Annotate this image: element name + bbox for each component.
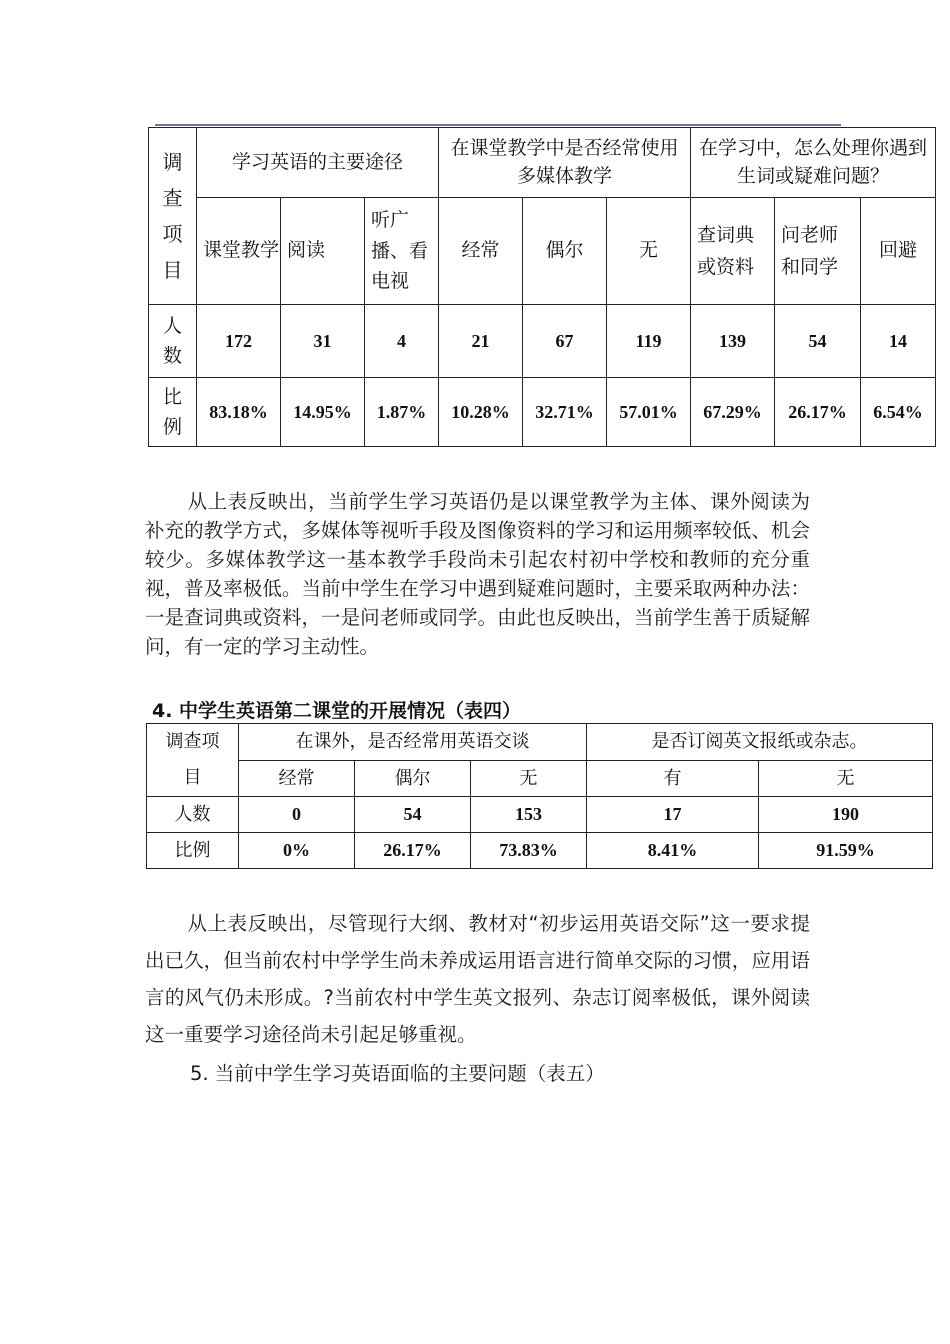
table-cell: 8.41% <box>587 833 759 869</box>
column-header: 听广播、看电视 <box>365 198 439 305</box>
group-header: 在学习中，怎么处理你遇到生词或疑难问题？ <box>691 128 936 198</box>
group-header: 学习英语的主要途径 <box>197 128 439 198</box>
row-header-item: 调查项目 <box>149 128 197 305</box>
table-cell: 172 <box>197 305 281 378</box>
table-cell: 54 <box>355 797 471 833</box>
table-cell: 14.95% <box>281 378 365 447</box>
survey-table-4 <box>146 723 933 869</box>
column-header: 课堂教学 <box>197 198 281 305</box>
table-cell: 91.59% <box>759 833 933 869</box>
table-cell: 32.71% <box>523 378 607 447</box>
column-header: 查词典或资料 <box>691 198 775 305</box>
row-header-ratio: 比例 <box>147 833 239 869</box>
table-cell: 67 <box>523 305 607 378</box>
table-cell: 1.87% <box>365 378 439 447</box>
row-header-item: 调查项目 <box>147 724 239 797</box>
group-header: 在课外，是否经常用英语交谈 <box>239 724 587 761</box>
row-header-count: 人数 <box>149 305 197 378</box>
table-cell: 54 <box>775 305 861 378</box>
table-cell: 26.17% <box>775 378 861 447</box>
column-header: 无 <box>471 761 587 797</box>
paragraph-text: 从上表反映出，当前学生学习英语仍是以课堂教学为主体、课外阅读为补充的教学方式，多媒体等视听手段及图像资料的学习和运用频率较低、机会较少。多媒体教学这一基本教学手段尚未引起农村初中学校和教师的充分重视，普及率极低。当前中学生在学习中遇到疑难问题时，主要采取两种办法：一是查词典或资料，一是问老师或同学。由此也反映出，当前学生善于质疑解问，有一定的学习主动性。 <box>145 490 810 658</box>
column-header: 偶尔 <box>523 198 607 305</box>
section-heading: 4. 中学生英语第二课堂的开展情况（表四） <box>152 700 522 722</box>
row-header-ratio: 比例 <box>149 378 197 447</box>
group-header: 是否订阅英文报纸或杂志。 <box>587 724 933 761</box>
column-header: 经常 <box>239 761 355 797</box>
table-cell: 21 <box>439 305 523 378</box>
table-cell: 139 <box>691 305 775 378</box>
body-paragraph <box>145 487 810 661</box>
table-cell: 73.83% <box>471 833 587 869</box>
column-header: 阅读 <box>281 198 365 305</box>
body-paragraph <box>145 905 810 1053</box>
paragraph-text: 从上表反映出，尽管现行大纲、教材对“初步运用英语交际”这一要求提出已久，但当前农村中学学生尚未养成运用语言进行简单交际的习惯，应用语言的风气仍未形成。?当前农村中学生英文报列、杂志订阅率极低，课外阅读这一重要学习途径尚未引起足够重视。 <box>145 912 810 1046</box>
column-header: 有 <box>587 761 759 797</box>
group-header: 在课堂教学中是否经常使用多媒体教学 <box>439 128 691 198</box>
table-cell: 0 <box>239 797 355 833</box>
survey-table-3 <box>148 127 936 447</box>
table-cell: 6.54% <box>861 378 936 447</box>
table-cell: 83.18% <box>197 378 281 447</box>
column-header: 回避 <box>861 198 936 305</box>
table-cell: 4 <box>365 305 439 378</box>
table-cell: 67.29% <box>691 378 775 447</box>
column-header: 无 <box>759 761 933 797</box>
table-cell: 119 <box>607 305 691 378</box>
table-cell: 31 <box>281 305 365 378</box>
table-cell: 57.01% <box>607 378 691 447</box>
table-cell: 10.28% <box>439 378 523 447</box>
row-header-count: 人数 <box>147 797 239 833</box>
column-header: 经常 <box>439 198 523 305</box>
column-header: 偶尔 <box>355 761 471 797</box>
table-cell: 17 <box>587 797 759 833</box>
table-cell: 153 <box>471 797 587 833</box>
column-header: 无 <box>607 198 691 305</box>
table-cell: 190 <box>759 797 933 833</box>
table-cell: 26.17% <box>355 833 471 869</box>
table-cell: 0% <box>239 833 355 869</box>
column-header: 问老师和同学 <box>775 198 861 305</box>
section-heading: 5. 当前中学生学习英语面临的主要问题（表五） <box>190 1062 605 1085</box>
table-cell: 14 <box>861 305 936 378</box>
table-top-rule <box>155 124 841 126</box>
